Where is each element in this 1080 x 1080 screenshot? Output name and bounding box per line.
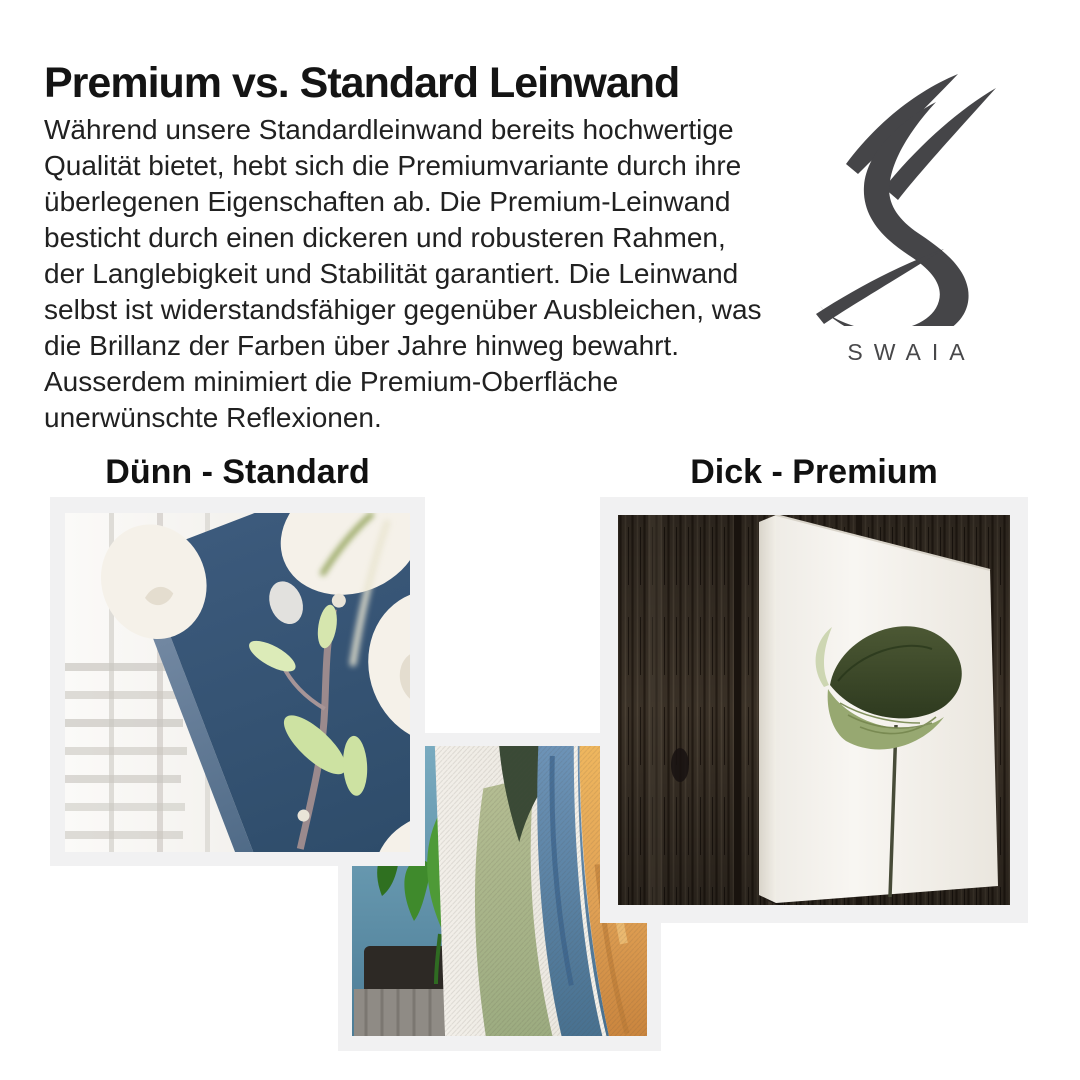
intro-line: selbst ist widerstandsfähiger gegenüber Ausbleichen, was [44, 294, 762, 325]
intro-line: Qualität bietet, hebt sich die Premiumvariante durch ihre [44, 150, 742, 181]
intro-line: unerwünschte Reflexionen. [44, 402, 382, 433]
brand-logo [816, 74, 996, 366]
page-title: Premium vs. Standard Leinwand [44, 59, 680, 107]
swaia-s-icon [816, 74, 996, 326]
intro-line: Während unsere Standardleinwand bereits hochwertige [44, 114, 734, 145]
intro-line: die Brillanz der Farben über Jahre hinweg bewahrt. [44, 330, 680, 361]
standard-card [50, 497, 425, 866]
premium-card [600, 497, 1028, 923]
standard-canvas-photo [65, 513, 410, 852]
premium-label: Dick - Premium [690, 453, 938, 491]
standard-label: Dünn - Standard [105, 453, 370, 491]
intro-line: der Langlebigkeit und Stabilität garantiert. Die Leinwand [44, 258, 739, 289]
brand-name: SWAIA [847, 339, 976, 365]
intro-line: Ausserdem minimiert die Premium-Oberfläche [44, 366, 619, 397]
premium-canvas-photo [618, 515, 1010, 905]
intro-line: überlegenen Eigenschaften ab. Die Premium-Leinwand [44, 186, 731, 217]
intro-line: besticht durch einen dickeren und robusteren Rahmen, [44, 222, 726, 253]
intro-text [44, 112, 864, 436]
